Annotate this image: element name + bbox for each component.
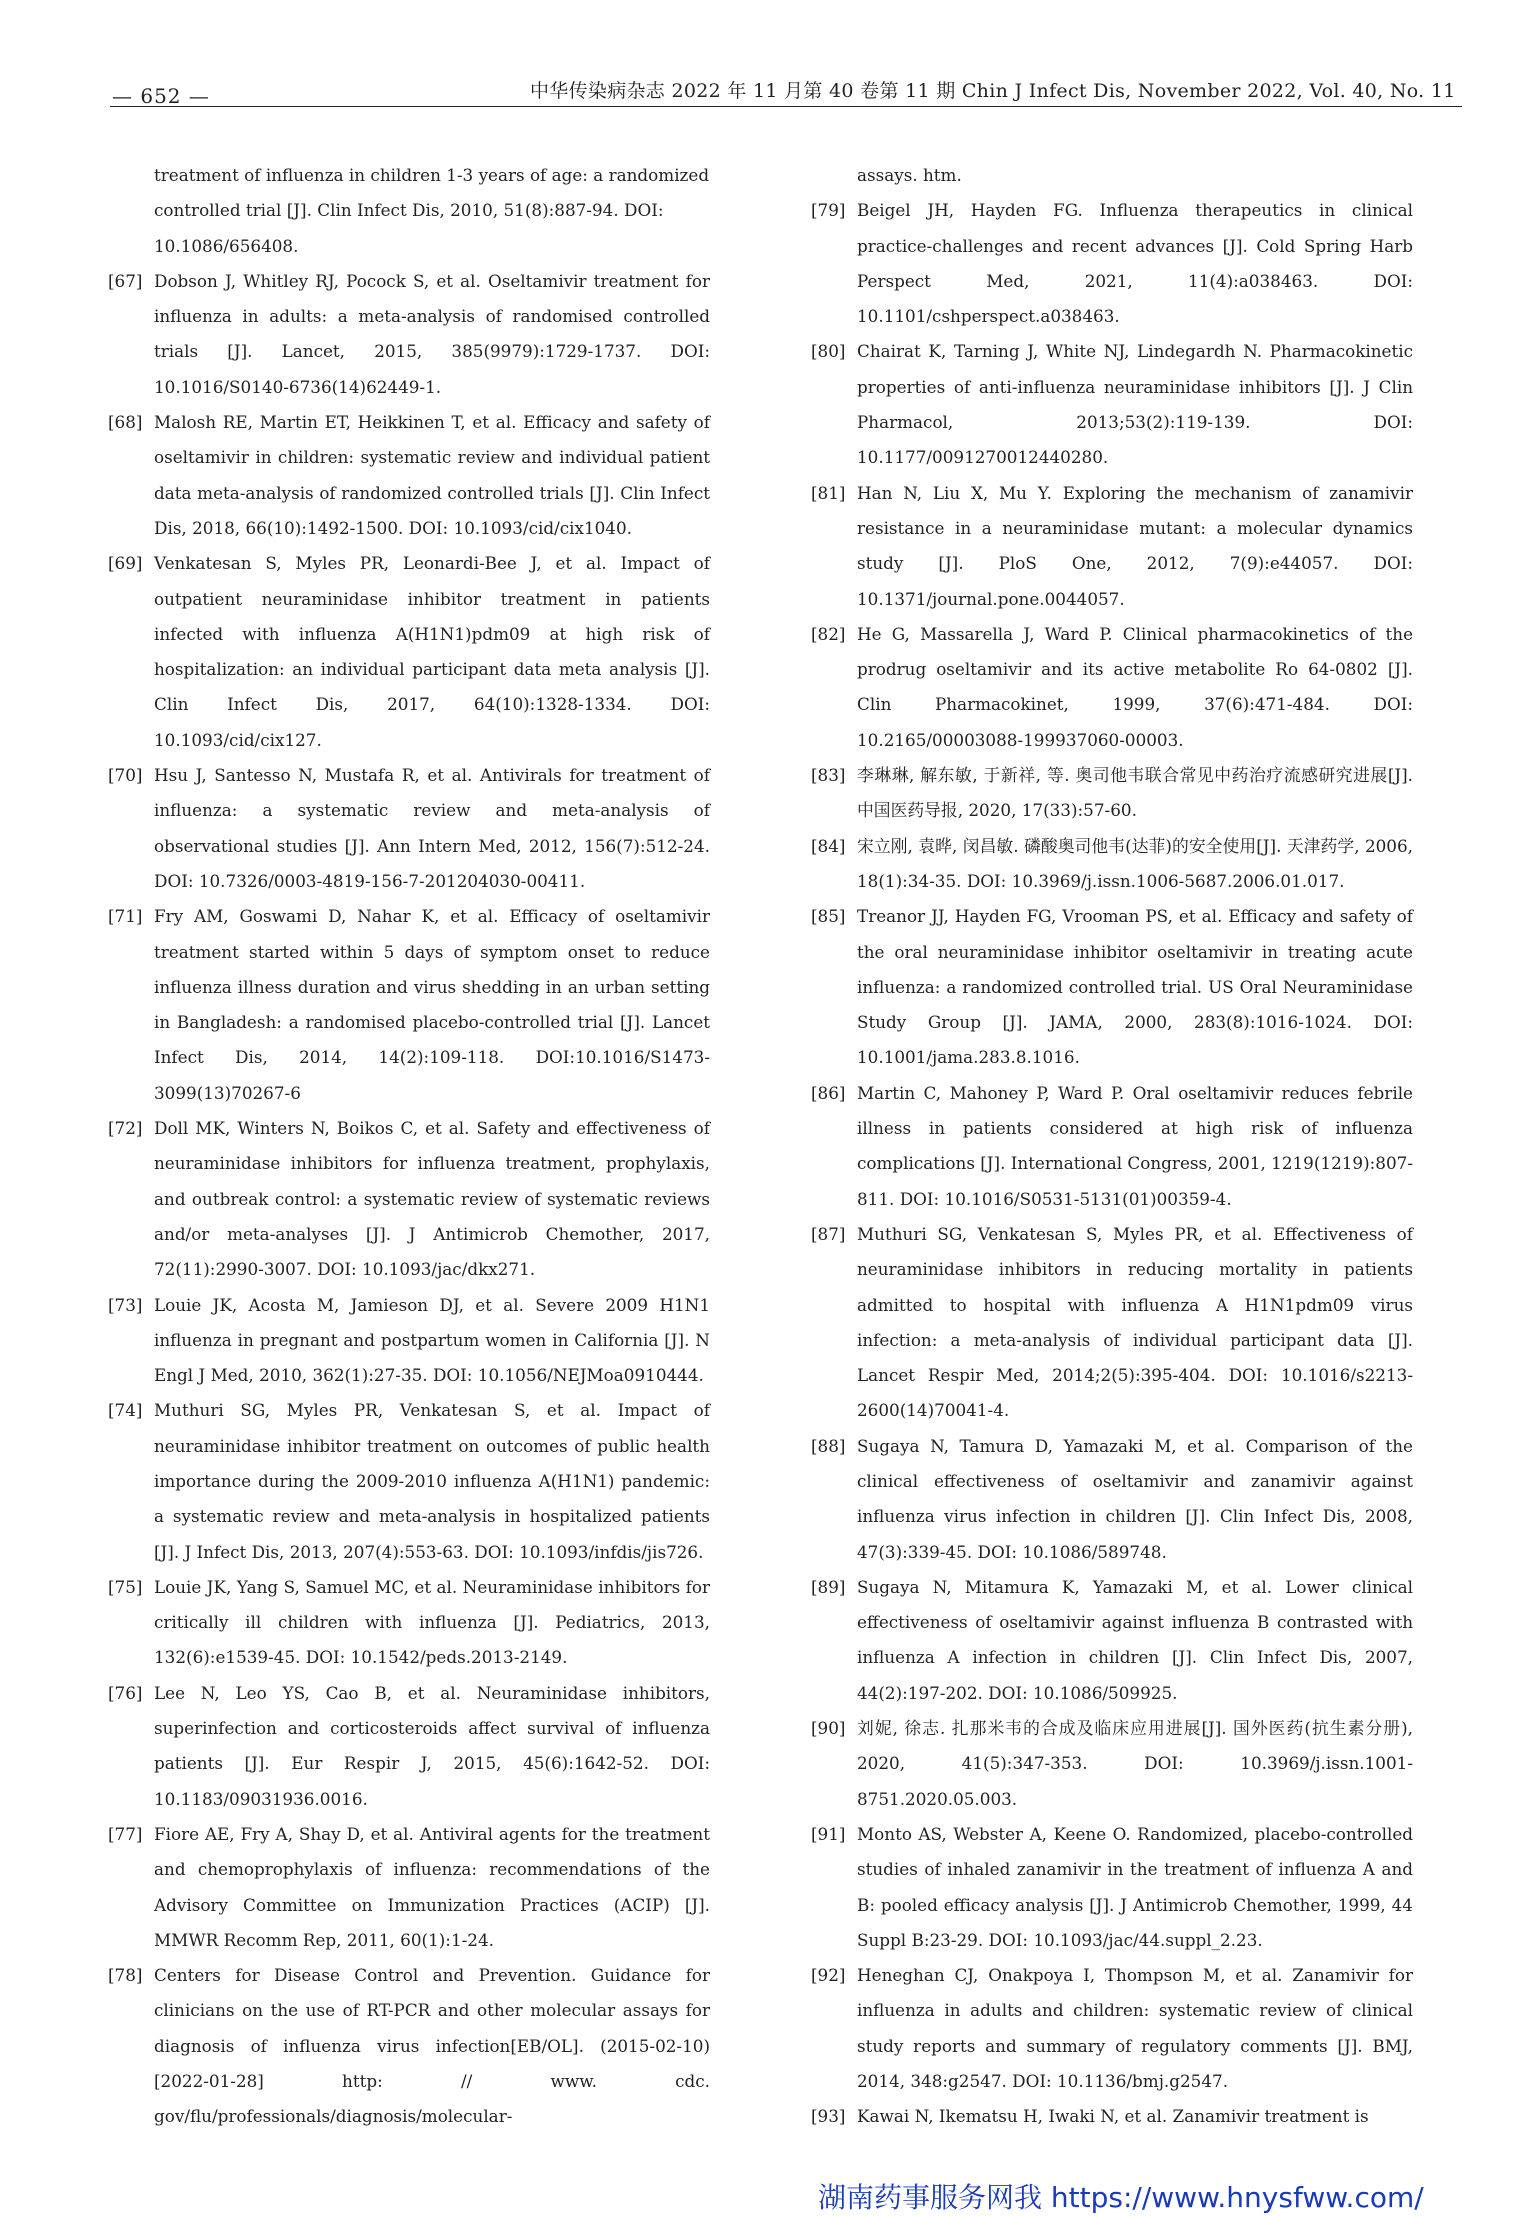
reference-number: [81] [811,482,846,503]
reference-item [811,1076,1413,1217]
reference-item [108,546,710,758]
reference-item [811,1711,1413,1817]
header-rule [110,106,1462,107]
reference-continuation: assays. htm. [857,165,962,185]
reference-number: [82] [811,623,846,644]
reference-number: [87] [811,1223,846,1244]
reference-text: Sugaya N, Tamura D, Yamazaki M, et al. Comparison of the clinical effectiveness of oseltamivir and zanamivir against influenza virus infection in children [J]. Clin Infect Dis, 2008, 47(3):339-45. DOI: 10.1086/589748. [857,1435,1413,1562]
reference-text: Fry AM, Goswami D, Nahar K, et al. Efficacy of oseltamivir treatment started within 5 days of symptom onset to reduce influenza illness duration and virus shedding in an urban setting in Bangladesh: a randomised placebo-controlled trial [J]. Lancet Infect Dis, 2014, 14(2):109-118. DOI:10.1016/S1473-3099(13)70267-6 [154,906,710,1103]
reference-text: 李琳琳, 解东敏, 于新祥, 等. 奥司他韦联合常见中药治疗流感研究进展[J]. 中国医药导报, 2020, 17(33):57-60. [857,765,1413,821]
reference-item [108,264,710,405]
reference-text: Louie JK, Yang S, Samuel MC, et al. Neuraminidase inhibitors for critically ill children with influenza [J]. Pediatrics, 2013, 132(6):e1539-45. DOI: 10.1542/peds.2013-2149. [154,1576,710,1668]
reference-item [108,1570,710,1676]
reference-number: [84] [811,835,846,856]
reference-item [811,2099,1413,2134]
reference-number: [89] [811,1576,846,1597]
reference-number: [71] [108,906,143,927]
reference-number: [90] [811,1718,846,1739]
reference-text: Hsu J, Santesso N, Mustafa R, et al. Antivirals for treatment of influenza: a systematic review and meta-analysis of observational studies [J]. Ann Intern Med, 2012, 156(7):512-24. DOI: 10.7326/0003-4819-156-7-201204030-00411. [154,765,710,891]
reference-text: Venkatesan S, Myles PR, Leonardi-Bee J, et al. Impact of outpatient neuraminidase inhibitor treatment in patients infected with influenza A(H1N1)pdm09 at high risk of hospitalization: an individual participant data meta analysis [J]. Clin Infect Dis, 2017, 64(10):1328-1334. DOI: 10.1093/cid/cix127. [154,553,710,750]
watermark-link[interactable]: 湖南药事服务网我 https://www.hnysfww.com/ [818,2181,1424,2214]
reference-item [811,899,1413,1075]
reference-text: Treanor JJ, Hayden FG, Vrooman PS, et al. Efficacy and safety of the oral neuraminidase inhibitor oseltamivir in treating acute influenza: a randomized controlled trial. US Oral Neuraminidase Study Group [J]. JAMA, 2000, 283(8):1016-1024. DOI: 10.1001/jama.283.8.1016. [857,906,1413,1068]
reference-number: [69] [108,553,143,574]
reference-text: Monto AS, Webster A, Keene O. Randomized, placebo-controlled studies of inhaled zanamivir in the treatment of influenza A and B: pooled efficacy analysis [J]. J Antimicrob Chemother, 1999, 44 Suppl B:23-29. DOI: 10.1093/jac/44.suppl_2.23. [857,1823,1413,1950]
reference-item [811,334,1413,475]
reference-number: [80] [811,341,846,362]
reference-item [108,899,710,1111]
reference-number: [88] [811,1435,846,1456]
reference-item [108,758,710,899]
reference-item [108,1676,710,1817]
reference-number: [83] [811,765,846,786]
reference-text: Doll MK, Winters N, Boikos C, et al. Safety and effectiveness of neuraminidase inhibitors for influenza treatment, prophylaxis, and outbreak control: a systematic review of systematic reviews and/or meta-analyses [J]. J Antimicrob Chemother, 2017, 72(11):2990-3007. DOI: 10.1093/jac/dkx271. [154,1118,710,1280]
reference-item [811,758,1413,829]
reference-number: [70] [108,765,143,786]
reference-item [811,829,1413,900]
reference-item [811,1217,1413,1429]
reference-item [108,1958,710,2134]
reference-text: Louie JK, Acosta M, Jamieson DJ, et al. Severe 2009 H1N1 influenza in pregnant and postpartum women in California [J]. N Engl J Med, 2010, 362(1):27-35. DOI: 10.1056/NEJMoa0910444. [154,1294,710,1386]
reference-text: 宋立刚, 袁晔, 闵昌敏. 磷酸奥司他韦(达菲)的安全使用[J]. 天津药学, 2006, 18(1):34-35. DOI: 10.3969/j.issn.1006-5687.2006.01.017. [857,835,1413,891]
reference-number: [74] [108,1400,143,1421]
reference-number: [78] [108,1965,143,1986]
reference-number: [73] [108,1294,143,1315]
reference-number: [86] [811,1082,846,1103]
reference-item [108,405,710,546]
reference-text: 刘妮, 徐志. 扎那米韦的合成及临床应用进展[J]. 国外医药(抗生素分册), 2020, 41(5):347-353. DOI: 10.3969/j.issn.1001-8751.2020.05.003. [857,1718,1413,1809]
reference-number: [68] [108,412,143,433]
reference-item [811,1570,1413,1711]
reference-item [108,1393,710,1569]
reference-item [811,1958,1413,2099]
reference-item [108,1111,710,1287]
journal-header: 中华传染病杂志 2022 年 11 月第 40 卷第 11 期 Chin J Infect Dis, November 2022, Vol. 40, No. 11 [530,80,1456,102]
reference-text: Centers for Disease Control and Prevention. Guidance for clinicians on the use of RT-PCR and other molecular assays for diagnosis of influenza virus infection[EB/OL]. (2015-02-10) [2022-01-28] http: // www. cdc. gov/flu/professionals/diagnosis/molecular- [154,1965,710,2127]
left-reference-column [108,158,710,2135]
reference-text: Muthuri SG, Venkatesan S, Myles PR, et al. Effectiveness of neuraminidase inhibitors in reducing mortality in patients admitted to hospital with influenza A H1N1pdm09 virus infection: a meta-analysis of individual participant data [J]. Lancet Respir Med, 2014;2(5):395-404. DOI: 10.1016/s2213-2600(14)70041-4. [857,1223,1413,1421]
reference-text: Kawai N, Ikematsu H, Iwaki N, et al. Zanamivir treatment is [857,2106,1369,2127]
reference-text: Dobson J, Whitley RJ, Pocock S, et al. Oseltamivir treatment for influenza in adults: a meta-analysis of randomised controlled trials [J]. Lancet, 2015, 385(9979):1729-1737. DOI: 10.1016/S0140-6736(14)62449-1. [154,270,710,397]
reference-item [811,1817,1413,1958]
reference-number: [75] [108,1576,143,1597]
reference-number: [92] [811,1965,846,1986]
reference-number: [76] [108,1682,143,1703]
reference-item [811,1429,1413,1570]
reference-number: [91] [811,1823,846,1844]
reference-item [811,617,1413,758]
reference-text: Heneghan CJ, Onakpoya I, Thompson M, et al. Zanamivir for influenza in adults and children: systematic review of clinical study reports and summary of regulatory comments [J]. BMJ, 2014, 348:g2547. DOI: 10.1136/bmj.g2547. [857,1965,1413,2092]
reference-item [108,1288,710,1394]
reference-text: Muthuri SG, Myles PR, Venkatesan S, et al. Impact of neuraminidase inhibitor treatment on outcomes of public health importance during the 2009-2010 influenza A(H1N1) pandemic: a systematic review and meta-analysis in hospitalized patients [J]. J Infect Dis, 2013, 207(4):553-63. DOI: 10.1093/infdis/jis726. [154,1400,710,1562]
reference-text: Han N, Liu X, Mu Y. Exploring the mechanism of zanamivir resistance in a neuraminidase mutant: a molecular dynamics study [J]. PloS One, 2012, 7(9):e44057. DOI: 10.1371/journal.pone.0044057. [857,482,1413,609]
reference-text: He G, Massarella J, Ward P. Clinical pharmacokinetics of the prodrug oseltamivir and its active metabolite Ro 64-0802 [J]. Clin Pharmacokinet, 1999, 37(6):471-484. DOI: 10.2165/00003088-199937060-00003. [857,623,1413,750]
reference-text: Martin C, Mahoney P, Ward P. Oral oseltamivir reduces febrile illness in patients considered at high risk of influenza complications [J]. International Congress, 2001, 1219(1219):807-811. DOI: 10.1016/S0531-5131(01)00359-4. [857,1082,1414,1209]
reference-text: Lee N, Leo YS, Cao B, et al. Neuraminidase inhibitors, superinfection and corticosteroids affect survival of influenza patients [J]. Eur Respir J, 2015, 45(6):1642-52. DOI: 10.1183/09031936.0016. [154,1682,710,1809]
reference-text: Beigel JH, Hayden FG. Influenza therapeutics in clinical practice-challenges and recent advances [J]. Cold Spring Harb Perspect Med, 2021, 11(4):a038463. DOI: 10.1101/cshperspect.a038463. [857,200,1413,327]
reference-item [108,1817,710,1958]
reference-number: [72] [108,1118,143,1139]
reference-text: Sugaya N, Mitamura K, Yamazaki M, et al. Lower clinical effectiveness of oseltamivir against influenza B contrasted with influenza A infection in children [J]. Clin Infect Dis, 2007, 44(2):197-202. DOI: 10.1086/509925. [857,1576,1413,1703]
reference-text: Malosh RE, Martin ET, Heikkinen T, et al. Efficacy and safety of oseltamivir in children: systematic review and individual patient data meta-analysis of randomized controlled trials [J]. Clin Infect Dis, 2018, 66(10):1492-1500. DOI: 10.1093/cid/cix1040. [154,412,710,538]
right-reference-column [811,158,1413,2135]
reference-item [811,476,1413,617]
reference-item [811,193,1413,334]
page-number: — 652 — [112,84,210,108]
reference-continuation: treatment of influenza in children 1-3 years of age: a randomized controlled trial [J]. Clin Infect Dis, 2010, 51(8):887-94. DOI: 10.1086/656408. [154,165,710,256]
reference-text: Chairat K, Tarning J, White NJ, Lindegardh N. Pharmacokinetic properties of anti-influenza neuraminidase inhibitors [J]. J Clin Pharmacol, 2013;53(2):119-139. DOI: 10.1177/0091270012440280. [857,341,1413,468]
reference-number: [85] [811,906,846,927]
reference-text: Fiore AE, Fry A, Shay D, et al. Antiviral agents for the treatment and chemoprophylaxis of influenza: recommendations of the Advisory Committee on Immunization Practices (ACIP) [J]. MMWR Recomm Rep, 2011, 60(1):1-24. [154,1823,710,1950]
reference-number: [77] [108,1823,143,1844]
reference-number: [67] [108,270,143,291]
reference-number: [79] [811,200,846,221]
reference-number: [93] [811,2106,846,2127]
